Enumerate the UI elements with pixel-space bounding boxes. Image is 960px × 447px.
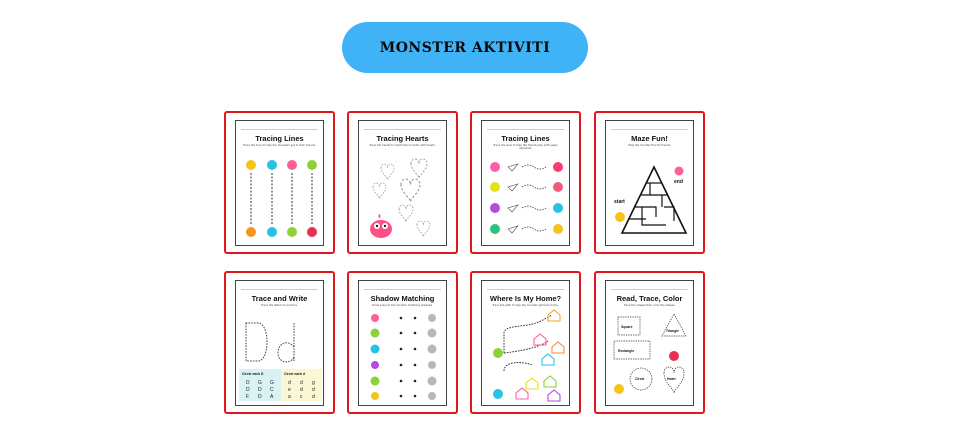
tracing-hearts-illustration xyxy=(359,121,447,246)
monster-icon xyxy=(371,392,379,400)
monster-icon xyxy=(371,377,380,386)
worksheet-title: Trace and Write xyxy=(251,294,308,303)
worksheet-card-tracing-lines[interactable] xyxy=(224,111,335,254)
worksheet-card-read-trace-color[interactable] xyxy=(594,271,705,414)
maze-illustration xyxy=(606,121,694,246)
monster-icon xyxy=(553,203,563,213)
house-icon xyxy=(516,310,564,401)
worksheet-preview xyxy=(605,120,694,246)
grid-letter: C xyxy=(270,387,274,393)
monster-icon xyxy=(553,224,563,234)
trace-write-illustration xyxy=(236,281,324,406)
monster-icon xyxy=(493,389,503,399)
grid-letter: e xyxy=(288,387,291,393)
shape-label: Circle xyxy=(635,377,645,381)
page-title: MONSTER AKTIVITI xyxy=(379,39,551,56)
grid-letter: A xyxy=(270,394,274,400)
grid-letter: d xyxy=(288,380,291,386)
monster-icon xyxy=(615,212,625,222)
worksheet-title: Tracing Hearts xyxy=(376,134,429,143)
monster-icon xyxy=(371,314,379,322)
maze-end-label: end xyxy=(674,179,683,185)
worksheet-subtitle: Trace the shapes then color the shapes. xyxy=(623,304,676,307)
shape-label: Square xyxy=(621,325,633,329)
monster-icon xyxy=(490,224,500,234)
shadow-matching-illustration xyxy=(359,281,447,406)
tracing-lines-illustration xyxy=(236,121,324,246)
monster-icon xyxy=(669,351,679,361)
worksheet-preview xyxy=(481,280,570,406)
monster-icon xyxy=(553,182,563,192)
monster-icon xyxy=(493,348,503,358)
title-banner xyxy=(342,22,588,73)
monster-icon xyxy=(371,345,380,354)
where-is-my-home-illustration xyxy=(482,281,570,406)
worksheet-card-tracing-lines-airplanes[interactable] xyxy=(470,111,581,254)
monster-icon xyxy=(371,329,380,338)
grid-letter: D xyxy=(246,380,250,386)
monster-icon xyxy=(371,361,379,369)
worksheet-subtitle: Trace the hearts to match the monster with hearts. xyxy=(369,144,436,147)
monster-icon xyxy=(267,227,277,237)
grid-letter: F xyxy=(246,394,250,400)
grid-letter: D xyxy=(246,387,250,393)
monster-icon xyxy=(370,214,392,238)
tracing-airplanes-illustration xyxy=(482,121,570,246)
worksheet-title: Where Is My Home? xyxy=(489,294,562,303)
shape-label: Rectangle xyxy=(618,349,635,353)
monster-icon xyxy=(246,160,256,170)
circle-instruction: Circle each D xyxy=(242,372,264,376)
grid-letter: D xyxy=(258,394,262,400)
worksheet-preview xyxy=(358,280,447,406)
worksheet-subtitle: Trace the letters to practice. xyxy=(261,304,298,307)
maze-start-label: start xyxy=(614,199,625,205)
monster-icon xyxy=(287,160,297,170)
worksheet-preview xyxy=(358,120,447,246)
monster-icon xyxy=(553,162,563,172)
worksheet-card-shadow-matching[interactable] xyxy=(347,271,458,414)
grid-letter: G xyxy=(270,380,274,386)
worksheet-title: Read, Trace, Color xyxy=(616,294,683,303)
worksheet-preview xyxy=(235,120,324,246)
worksheet-title: Maze Fun! xyxy=(631,134,668,143)
worksheet-preview xyxy=(235,280,324,406)
grid-letter: d xyxy=(312,387,315,393)
worksheet-title: Tracing Lines xyxy=(255,134,304,143)
shape-label: Triangle xyxy=(666,329,680,333)
grid-letter: c xyxy=(300,394,303,400)
monster-icon xyxy=(287,227,297,237)
worksheet-title: Shadow Matching xyxy=(370,294,435,303)
worksheet-subtitle: Trace the lines to help the friends play with paper airplanes. xyxy=(493,144,558,150)
monster-icon xyxy=(307,160,317,170)
worksheet-subtitle: Trace the lines to help the monsters get to their friends. xyxy=(243,144,316,147)
worksheet-subtitle: Trace the path to help the monster get back home. xyxy=(492,304,559,307)
worksheet-card-maze-fun[interactable] xyxy=(594,111,705,254)
worksheet-preview xyxy=(481,120,570,246)
monster-icon xyxy=(614,384,624,394)
grid-letter: d xyxy=(300,380,303,386)
grid-letter: g xyxy=(312,380,315,386)
worksheet-card-tracing-hearts[interactable] xyxy=(347,111,458,254)
worksheet-subtitle: Help the monster find its friends. xyxy=(628,144,671,147)
worksheet-title: Tracing Lines xyxy=(501,134,550,143)
shapes-illustration xyxy=(606,281,694,406)
worksheet-card-trace-and-write[interactable] xyxy=(224,271,335,414)
grid-letter: G xyxy=(258,380,262,386)
monster-icon xyxy=(675,167,684,176)
shape-label: Heart xyxy=(667,377,676,381)
grid-letter: a xyxy=(288,394,291,400)
circle-instruction: Circle each d xyxy=(284,372,306,376)
monster-icon xyxy=(307,227,317,237)
grid-letter: d xyxy=(300,387,303,393)
monster-icon xyxy=(246,227,256,237)
grid-letter: D xyxy=(258,387,262,393)
monster-icon xyxy=(490,182,500,192)
grid-letter: d xyxy=(312,394,315,400)
worksheet-subtitle: Draw a line to the monster matching shadows. xyxy=(372,304,433,307)
worksheet-card-where-is-my-home[interactable] xyxy=(470,271,581,414)
worksheet-preview xyxy=(605,280,694,406)
monster-icon xyxy=(267,160,277,170)
monster-icon xyxy=(490,203,500,213)
monster-icon xyxy=(490,162,500,172)
